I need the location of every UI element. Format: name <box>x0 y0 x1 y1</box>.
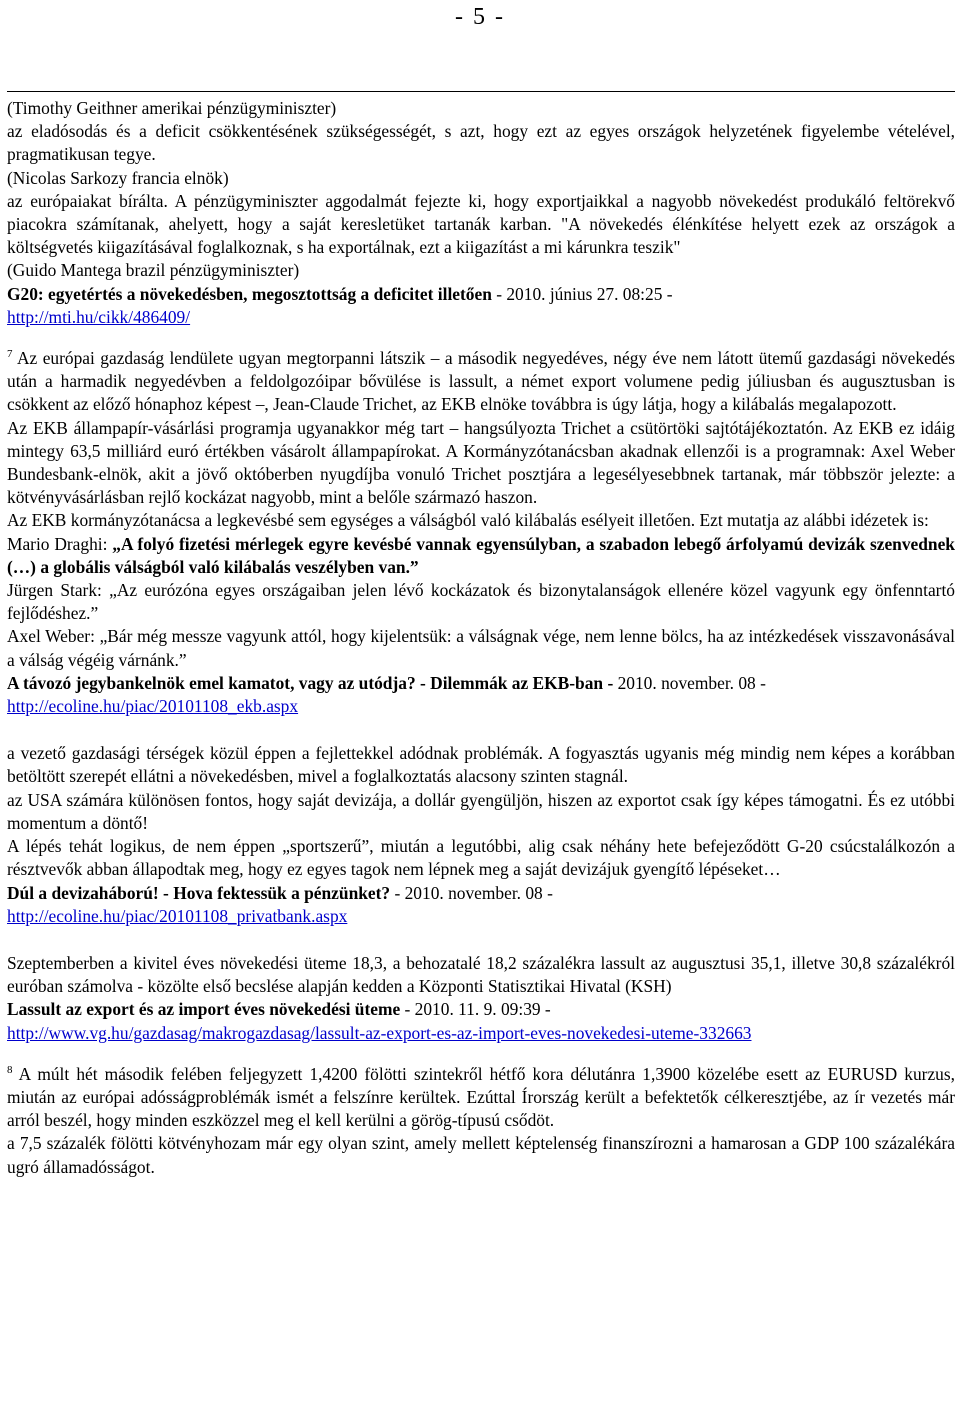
quote-stark: Jürgen Stark: „Az eurózóna egyes országaiban jelen lévő kockázatok és bizonytalanságok ellenére közel vagyunk egy önfenntartó fejlődéshez.” <box>7 580 955 624</box>
source-link-line <box>7 695 955 718</box>
document-body <box>7 97 955 1179</box>
footnote-7-block <box>7 347 955 718</box>
source-line <box>7 672 955 695</box>
source-line <box>7 882 955 905</box>
paragraph: A lépés tehát logikus, de nem éppen „sportszerű”, miután a legutóbbi, alig csak néhány hete befejeződött G-20 csúcstalálkozón a résztvevők abban állapodtak meg, hogy ez egyes tagok nem lépnek meg a saját devizájuk gyengítő lépéseket… <box>7 836 955 880</box>
quote-draghi <box>7 533 955 579</box>
source-link-line <box>7 1022 955 1045</box>
quote-text: „A folyó fizetési mérlegek egyre kevésbé vannak egyensúlyban, a szabadon lebegő árfolyamú devizák szenvednek (…) a globális válságból való kilábalás veszélyben van.” <box>7 533 955 577</box>
speaker-attribution: (Guido Mantega brazil pénzügyminiszter) <box>7 260 300 281</box>
paragraph: Az EKB kormányzótanácsa a legkevésbé sem egységes a válságból való kilábalás esélyeit illetően. Ezt mutatja az alábbi idézetek is: <box>7 510 929 531</box>
source-title: Dúl a devizaháború! - Hova fektessük a pénzünket? <box>7 882 391 903</box>
source-link[interactable]: http://ecoline.hu/piac/20101108_privatbank.aspx <box>7 905 348 926</box>
source-title: G20: egyetértés a növekedésben, megosztottság a deficitet illetően <box>7 283 492 304</box>
speaker-attribution: (Timothy Geithner amerikai pénzügyminiszter) <box>7 98 337 118</box>
source-title: Lassult az export és az import éves növekedési üteme <box>7 999 401 1020</box>
quote-block-g20 <box>7 97 955 329</box>
source-date: - 2010. 11. 9. 09:39 - <box>400 999 551 1020</box>
source-link[interactable]: http://ecoline.hu/piac/20101108_ekb.aspx <box>7 696 299 717</box>
source-link[interactable]: http://www.vg.hu/gazdasag/makrogazdasag/lassult-az-export-es-az-import-eves-novekedesi-uteme-332663 <box>7 1022 752 1043</box>
footnote-8-block <box>7 1063 955 1179</box>
source-title: A távozó jegybankelnök emel kamatot, vagy az utódja? - Dilemmák az EKB-ban - <box>7 672 614 693</box>
source-date: - 2010. november. 08 - <box>390 882 553 903</box>
paragraph: Szeptemberben a kivitel éves növekedési üteme 18,3, a behozatalé 18,2 százalékra lassult az augusztusi 35,1, illetve 30,8 százalékról euróban számolva - közölte első becslése alapján kedden a Központi Statisztikai Hivatal (KSH) <box>7 952 955 997</box>
header-rule <box>7 91 955 92</box>
source-line <box>7 283 955 306</box>
currency-war-block <box>7 742 955 928</box>
paragraph: Az EKB állampapír-vásárlási programja ugyanakkor még tart – hangsúlyozta Trichet a csütörtöki sajtótájékoztatón. Az EKB ez idáig mintegy 63,5 milliárd euró értékben vásárolt állampapírokat. A Kormányzótanácsban akadnak ellenzői is a programnak: Axel Weber Bundesbank-elnök, akit a jövő októberben nyugdíjba vonuló Trichet posztjára a legesélyesebbnek tartanak, már többször jelezte: a kötvényvásárlásban rejlő kockázat nagyobb, mint a belőle származó haszon. <box>7 417 955 508</box>
source-link-line <box>7 306 955 329</box>
source-date: - 2010. június 27. 08:25 - <box>491 283 673 304</box>
speaker-attribution: (Nicolas Sarkozy francia elnök) <box>7 167 229 188</box>
quote-weber: Axel Weber: „Bár még messze vagyunk attól, hogy kijelentsük: a válságnak vége, nem lenne bölcs, ha az intézkedések visszavonásával a válság végéig várnánk.” <box>7 626 955 670</box>
export-import-block <box>7 952 955 1045</box>
speaker-name: Mario Draghi: <box>7 533 113 554</box>
paragraph: $^8$ A múlt hét második felében feljegyzett 1,4200 fölötti szintekről hétfő kora délutánra 1,3900 közelébe esett az EURUSD kurzus, miután az európai adósságproblémák ismét a felszínre kerültek. Ezúttal Írország került a befektetők célkeresztjébe, az ír vezetés már arról beszél, hogy minden eszközzel meg el kell kerülni a görög-típusú csődöt. <box>7 1063 955 1131</box>
page-number: - 5 - <box>455 4 505 30</box>
source-line <box>7 998 955 1021</box>
source-link-line <box>7 905 955 928</box>
paragraph: a vezető gazdasági térségek közül éppen a fejlettekkel adódnak problémák. A fogyasztás ugyanis még mindig nem képes a korábban betöltött szerepét ellátni a növekedésben, mivel a foglalkoztatás alacsony szinten stagnál. <box>7 743 955 787</box>
source-link[interactable]: http://mti.hu/cikk/486409/ <box>7 306 191 327</box>
paragraph: a 7,5 százalék fölötti kötvényhozam már egy olyan szint, amely mellett képtelenség finanszírozni a hamarosan a GDP 100 százalékára ugró államadósságot. <box>7 1133 955 1177</box>
paragraph: az európaiakat bírálta. A pénzügyminiszter aggodalmát fejezte ki, hogy exportjaikkal a nagyobb növekedést produkáló feltörekvő piacokra számítanak, ahelyett, hogy a saját keresletüket tartanák karban. "A növekedés élénkítése helyett ezek az országok a költségvetés kiigazításával foglalkoznak, s ha exportálnak, ezt a kiigazítást a mi kárunkra teszik" <box>7 190 955 258</box>
source-date: 2010. november. 08 - <box>613 672 766 693</box>
paragraph: az eladósodás és a deficit csökkentésének szükségességét, s azt, hogy ezt az egyes országok helyzetének figyelembe vételével, pragmatikusan tegye. <box>7 121 955 165</box>
footnote-marker: 7 <box>7 348 13 361</box>
footnote-marker: 8 <box>7 1063 13 1076</box>
paragraph: az USA számára különösen fontos, hogy saját devizája, a dollár gyengüljön, hiszen az exportot csak így képes támogatni. És ez utóbbi momentum a döntő! <box>7 789 955 833</box>
paragraph: $^7$ Az európai gazdaság lendülete ugyan megtorpanni látszik – a második negyedéves, négy éve nem látott ütemű gazdasági növekedés után a harmadik negyedévben a feldolgozóipar bővülése is lassult, a német export volumene pedig júliusban és augusztusban is csökkent az előző hónaphoz képest –, Jean-Claude Trichet, az EKB elnöke továbbra is úgy látja, hogy a kilábalás megalapozott. <box>7 348 955 415</box>
